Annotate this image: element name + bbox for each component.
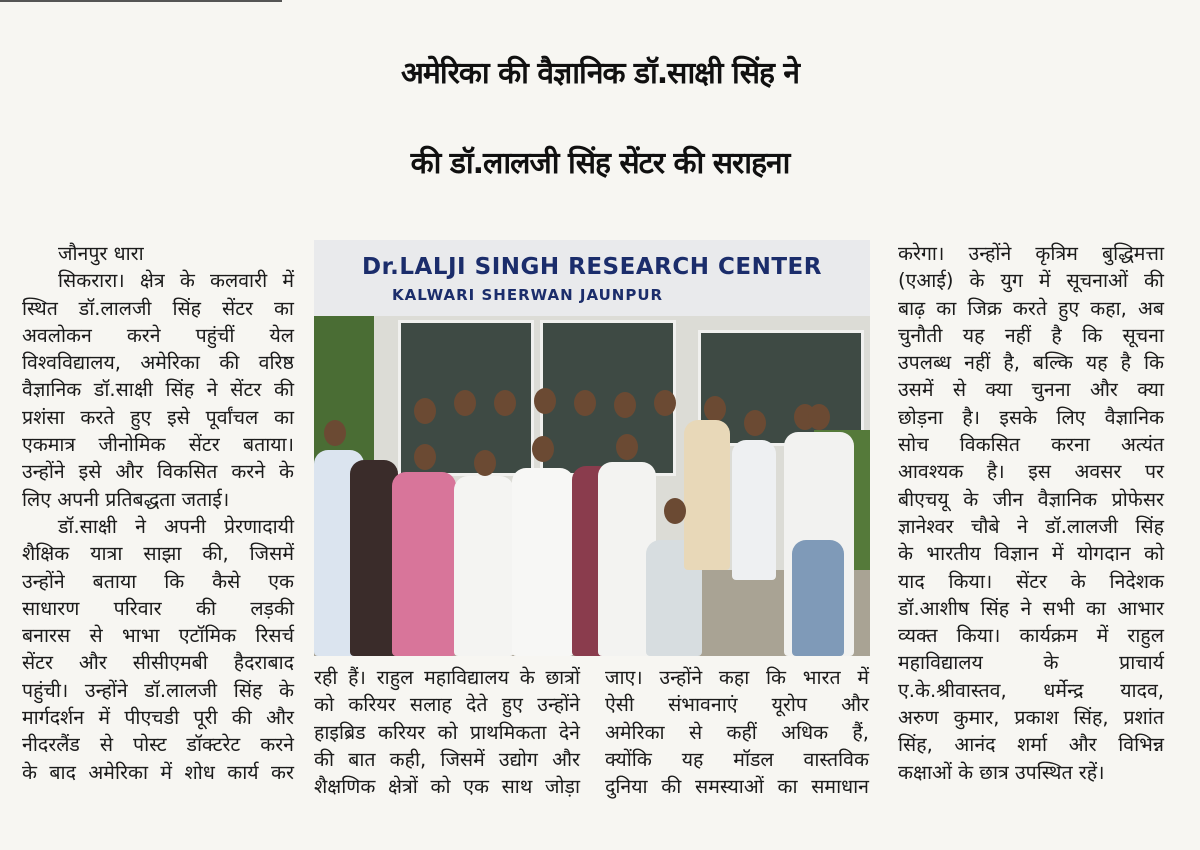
text-line: उन्होंने इसे और विकसित करने के bbox=[22, 460, 294, 484]
person-head bbox=[324, 420, 346, 446]
building-wall bbox=[314, 240, 870, 316]
text-line: उसमें से क्या चुनना और क्या bbox=[898, 378, 1164, 402]
dateline: जौनपुर धारा bbox=[58, 242, 144, 265]
person-head bbox=[532, 436, 554, 462]
text-line: स्थित डॉ.लालजी सिंह सेंटर का bbox=[22, 296, 294, 320]
person-head bbox=[614, 392, 636, 418]
person-head bbox=[616, 434, 638, 460]
person-head bbox=[534, 388, 556, 414]
text-line: के बाद अमेरिका में शोध कार्य कर bbox=[22, 760, 294, 784]
text-line: कक्षाओं के छात्र उपस्थित रहें। bbox=[898, 760, 1105, 784]
text-line: महाविद्यालय के प्राचार्य bbox=[898, 651, 1164, 675]
text-line: ए.के.श्रीवास्तव, धर्मेन्द्र यादव, bbox=[898, 678, 1164, 702]
headline-line-1: अमेरिका की वैज्ञानिक डॉ.साक्षी सिंह ने bbox=[400, 56, 800, 91]
text-line: सोच विकसित करना अत्यंत bbox=[898, 433, 1164, 457]
text-line: सिकरारा। क्षेत्र के कलवारी में bbox=[58, 269, 294, 293]
person-head bbox=[414, 398, 436, 424]
text-line: आवश्यक है। इस अवसर पर bbox=[898, 460, 1164, 484]
text-line: की बात कही, जिसमें उद्योग और bbox=[314, 747, 580, 771]
person-head bbox=[414, 444, 436, 470]
text-line: याद किया। सेंटर के निदेशक bbox=[898, 569, 1164, 593]
text-line: वैज्ञानिक डॉ.साक्षी सिंह ने सेंटर की bbox=[22, 378, 294, 402]
person-figure bbox=[732, 440, 776, 580]
person-figure bbox=[454, 476, 514, 656]
text-line: शैक्षणिक क्षेत्रों को एक साथ जोड़ा bbox=[314, 775, 580, 799]
text-line: साधारण परिवार की लड़की bbox=[22, 596, 294, 620]
text-line: प्रशंसा करते हुए इसे पूर्वांचल का bbox=[22, 405, 294, 429]
person-head bbox=[474, 450, 496, 476]
article-column-2 bbox=[314, 664, 580, 800]
text-line: सिंह, आनंद शर्मा और विभिन्न bbox=[898, 733, 1164, 757]
text-line: के भारतीय विज्ञान में योगदान को bbox=[898, 542, 1164, 566]
text-line: दुनिया की समस्याओं का समाधान bbox=[605, 775, 869, 799]
text-line: उपलब्ध नहीं है, बल्कि यह है कि bbox=[898, 351, 1164, 375]
person-jeans bbox=[792, 540, 844, 656]
person-head bbox=[494, 390, 516, 416]
text-line: पहुंची। उन्होंने डॉ.लालजी सिंह के bbox=[22, 678, 294, 702]
text-line: अरुण कुमार, प्रकाश सिंह, प्रशांत bbox=[898, 706, 1164, 730]
text-line: को करियर सलाह देते हुए उन्होंने bbox=[314, 693, 580, 717]
person-figure bbox=[512, 468, 574, 656]
text-line: विश्वविद्यालय, अमेरिका की वरिष्ठ bbox=[22, 351, 294, 375]
text-line: शैक्षिक यात्रा साझा की, जिसमें bbox=[22, 542, 294, 566]
text-line: हाइब्रिड करियर को प्राथमिकता देने bbox=[314, 720, 580, 744]
person-head bbox=[744, 410, 766, 436]
text-line: बाढ़ का जिक्र करते हुए कहा, अब bbox=[898, 296, 1164, 320]
text-line: व्यक्त किया। कार्यक्रम में राहुल bbox=[898, 624, 1164, 648]
person-figure bbox=[392, 472, 456, 656]
text-line: अवलोकन करने पहुंचीं येल bbox=[22, 323, 294, 347]
text-line: डॉ.साक्षी ने अपनी प्रेरणादायी bbox=[58, 514, 294, 538]
person-figure bbox=[684, 420, 730, 570]
text-line: नीदरलैंड से पोस्ट डॉक्टरेट करने bbox=[22, 733, 294, 757]
person-head bbox=[574, 390, 596, 416]
center-sign-title: Dr.LALJI SINGH RESEARCH CENTER bbox=[362, 254, 822, 280]
text-line: एकमात्र जीनोमिक सेंटर बताया। bbox=[22, 433, 294, 457]
text-line: बनारस से भाभा एटॉमिक रिसर्च bbox=[22, 624, 294, 648]
text-line: बीएचयू के जीन वैज्ञानिक प्रोफेसर bbox=[898, 487, 1164, 511]
text-line: रही हैं। राहुल महाविद्यालय के छात्रों bbox=[314, 666, 580, 689]
article-column-1 bbox=[22, 240, 294, 786]
text-line: सेंटर और सीसीएमबी हैदराबाद bbox=[22, 651, 294, 675]
text-line: करेगा। उन्होंने कृत्रिम बुद्धिमत्ता bbox=[898, 242, 1164, 265]
text-line: अमेरिका से कहीं अधिक हैं, bbox=[605, 720, 869, 744]
person-head bbox=[654, 390, 676, 416]
text-line: छोड़ना है। इसके लिए वैज्ञानिक bbox=[898, 405, 1164, 429]
text-line: क्योंकि यह मॉडल वास्तविक bbox=[605, 747, 869, 771]
text-line: ज्ञानेश्वर चौबे ने डॉ.लालजी सिंह bbox=[898, 514, 1164, 538]
headline-line-2: की डॉ.लालजी सिंह सेंटर की सराहना bbox=[410, 146, 790, 181]
person-head bbox=[454, 390, 476, 416]
text-line: मार्गदर्शन में पीएचडी पूरी की और bbox=[22, 706, 294, 730]
text-line: (एआई) के युग में सूचनाओं की bbox=[898, 269, 1164, 293]
article-column-4 bbox=[898, 240, 1164, 786]
text-line: जाए। उन्होंने कहा कि भारत में bbox=[605, 666, 869, 689]
text-line: उन्होंने बताया कि कैसे एक bbox=[22, 569, 294, 593]
text-line: ऐसी संभावनाएं यूरोप और bbox=[605, 693, 869, 717]
child-head bbox=[664, 498, 686, 524]
text-line: लिए अपनी प्रतिबद्धता जताई। bbox=[22, 487, 230, 511]
center-sign-address: KALWARI SHERWAN JAUNPUR bbox=[392, 286, 664, 304]
person-figure bbox=[350, 460, 398, 656]
group-photo bbox=[314, 240, 870, 656]
top-rule bbox=[0, 0, 282, 2]
text-line: डॉ.आशीष सिंह ने सभी का आभार bbox=[898, 596, 1164, 620]
article-column-3 bbox=[605, 664, 869, 800]
person-head bbox=[704, 396, 726, 422]
person-head bbox=[808, 404, 830, 430]
text-line: चुनौती यह नहीं है कि सूचना bbox=[898, 323, 1164, 347]
